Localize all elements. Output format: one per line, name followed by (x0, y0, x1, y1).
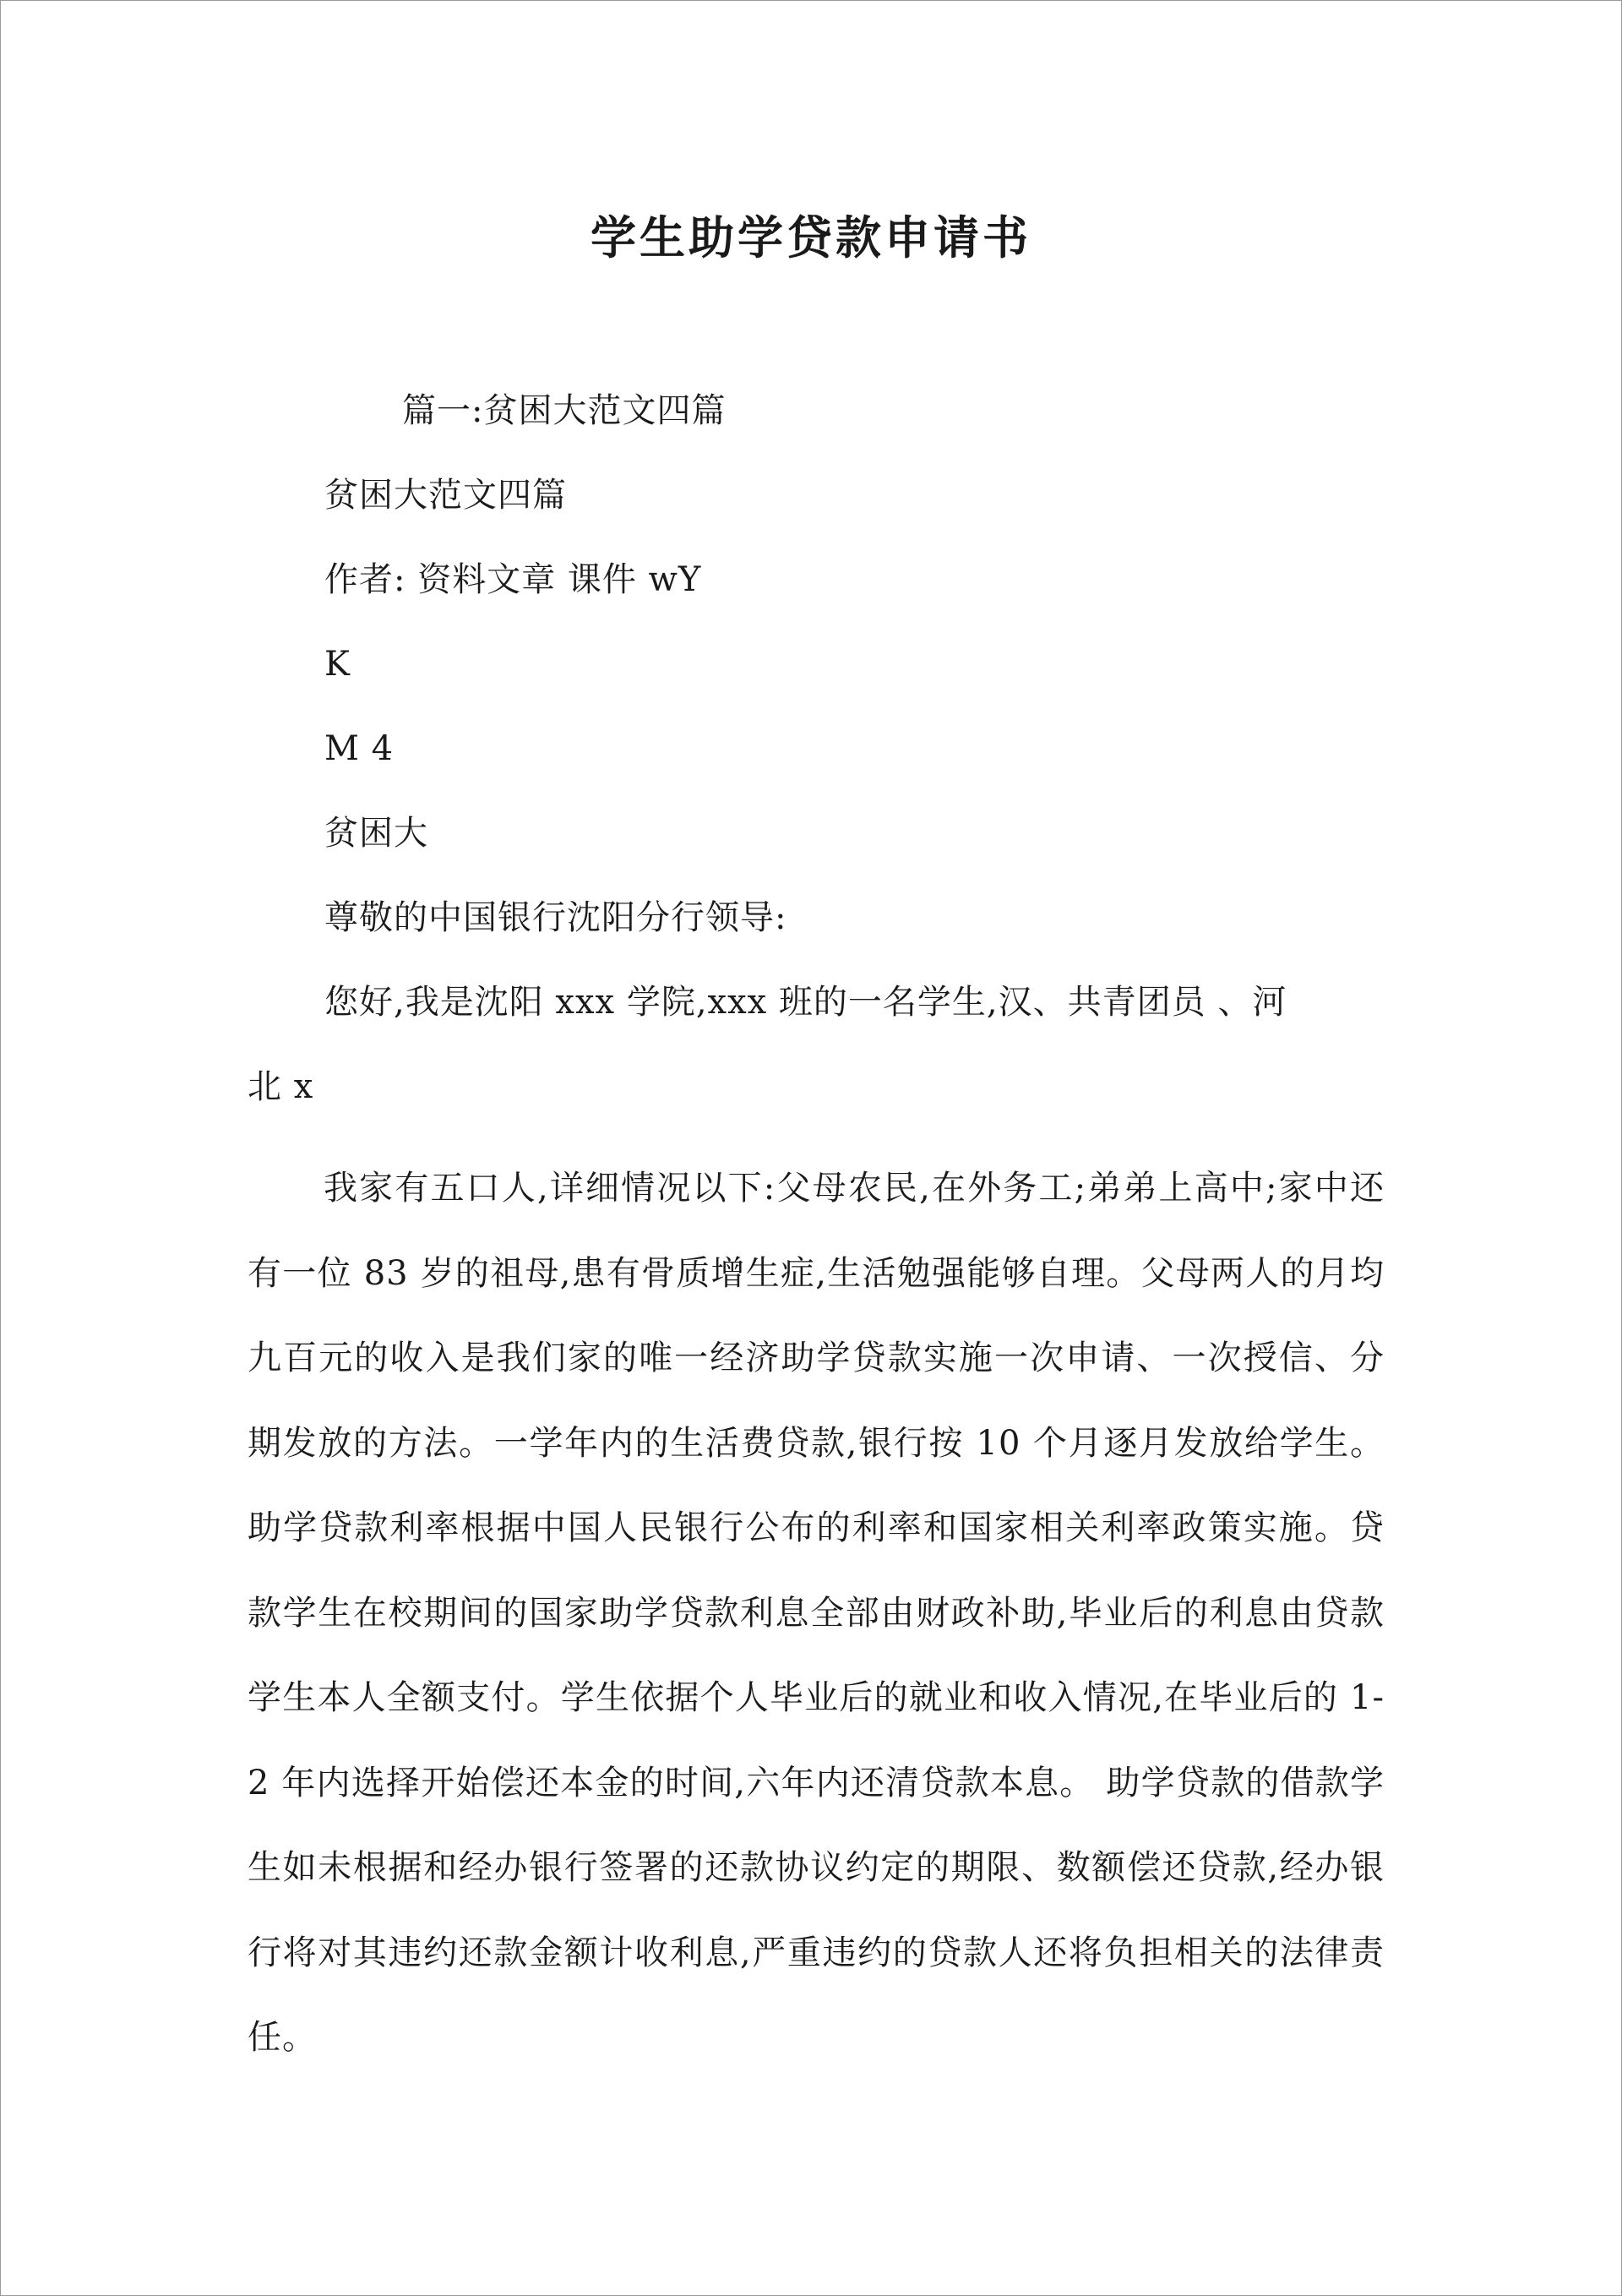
text-line: K (324, 645, 351, 684)
salutation: 尊敬的中国银行沈阳分行领导: (324, 898, 787, 937)
body-paragraph: 我家有五口人,详细情况以下:父母农民,在外务工;弟弟上高中;家中还有一位 83 岁的祖母,患有骨质增生症,生活勉强能够自理。父母两人的月均九百元的收入是我们家的唯一经济助学贷款实施一次申请、一次授信、分期发放的方法。一学年内的生活费贷款,银行按 10 个月逐月发放给学生。助学贷款利率根据中国人民银行公布的利率和国家相关利率政策实施。贷款学生在校期间的国家助学贷款利息全部由财政补助,毕业后的利息由贷款学生本人全额支付。学生依据个人毕业后的就业和收入情况,在毕业后的 1-2 年内选择开始偿还本金的时间,六年内还清贷款本息。 助学贷款的借款学生如未根据和经办银行签署的还款协议约定的期限、数额偿还贷款,经办银行将对其违约还款金额计收利息,严重违约的贷款人还将负担相关的法律责任。 (248, 1169, 1385, 2057)
section-heading: 篇一:贫困大范文四篇 (402, 391, 727, 430)
author-line: 作者: 资料文章 课件 wY (324, 560, 702, 599)
text-line: M 4 (324, 729, 395, 768)
document-title: 学生助学贷款申请书 (591, 210, 1031, 265)
text-line: 贫困大范文四篇 (324, 476, 567, 515)
greeting-line: 您好,我是沈阳 xxx 学院,xxx 班的一名学生,汉、共青团员 、河 (324, 983, 1287, 1022)
text-line: 贫困大 (324, 814, 428, 853)
greeting-line-cont: 北 x (248, 1067, 314, 1106)
